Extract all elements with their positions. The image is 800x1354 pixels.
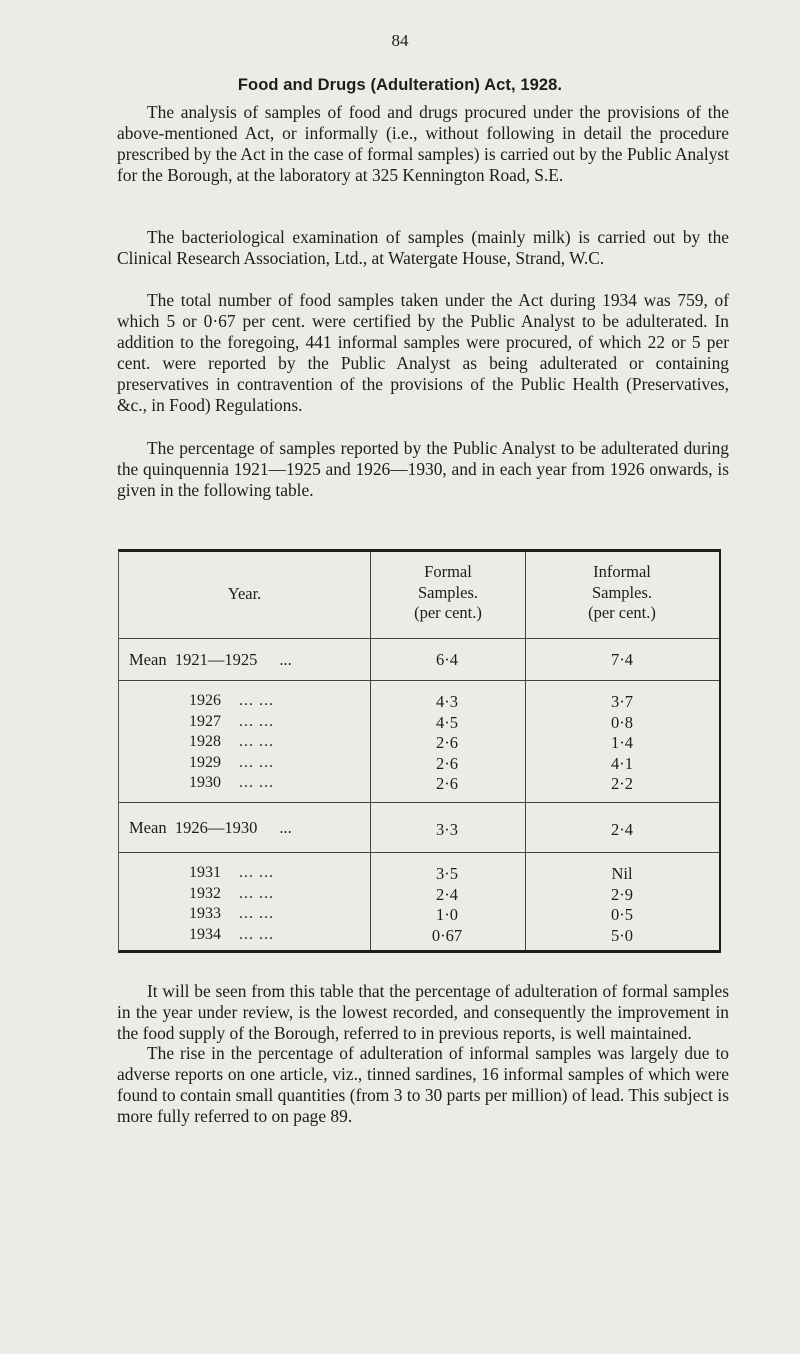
paragraph-bacteriological: The bacteriological examination of samples (mainly milk) is carried out by the Clinical Research Association, Ltd., at Watergate House, Strand, W.C. [117,227,729,268]
page-number: 84 [391,31,409,50]
years-1926-1930 [189,692,274,795]
section-heading: Food and Drugs (Adulteration) Act, 1928. [237,76,563,94]
paragraph-table-intro: The percentage of samples reported by the Public Analyst to be adulterated during the quinquennia 1921—1925 and 1926—1930, and in each year from 1926 onwards, is given in the following table. [117,438,729,500]
table-row: 1932 ... ... [189,884,274,902]
adulteration-table [118,549,721,953]
header-formal: Formal Samples. (per cent.) [414,562,482,622]
header-year: Year. [227,584,262,603]
row-divider [119,852,719,853]
paragraph-sample-totals: The total number of food samples taken under the Act during 1934 was 759, of which 5 or 0·67 per cent. were certified by the Public Analyst to be adulterated. In addition to the foregoing, 441 informal samples were procured, of which 22 or 5 per cent. were reported by the Public Analyst as being adulterated or containing preservatives in contravention of the provisions of the Public Health (Preservatives, &c., in Food) Regulations. [117,290,729,415]
cell-mean1-informal: 7·4 [611,650,633,669]
header-informal: Informal Samples. (per cent.) [588,562,656,622]
table-row: 1928 ... ... [189,733,274,750]
years-1931-1934 [189,864,274,946]
table-row: 1934 ... ... [189,925,274,943]
table-row: 1929 ... ... [189,753,274,771]
formal-1931-1934: 3·5 2·4 1·0 0·67 [431,864,463,945]
row-divider [119,802,719,803]
table-row-mean-1921-1925: Mean 1921—1925 ... [129,650,292,669]
paragraph-conclusion: It will be seen from this table that the percentage of adulteration of formal samples in the year under review, is the lowest recorded, and consequently the improvement in the food supply of the Borough, referred to in previous reports, is well maintained. [117,981,729,1043]
table-row: 1933 ... ... [189,905,274,922]
cell-mean1-formal: 6·4 [436,650,458,669]
row-divider [119,680,719,681]
table-row: 1926 ... ... [189,692,274,709]
table-row: 1931 ... ... [189,864,274,881]
table-row-mean-1926-1930: Mean 1926—1930 ... [129,818,292,837]
informal-1926-1930: 3·7 0·8 1·4 4·1 2·2 [611,692,633,793]
formal-1926-1930: 4·3 4·5 2·6 2·6 2·6 [436,692,458,793]
table-row: 1927 ... ... [189,712,274,730]
table-row: 1930 ... ... [189,774,274,791]
row-divider [119,638,719,639]
paragraph-analysis: The analysis of samples of food and drugs procured under the provisions of the above-mentioned Act, or informally (i.e., without following in detail the procedure prescribed by the Act in the case of formal samples) is carried out by the Public Analyst for the Borough, at the laboratory at 325 Kennington Road, S.E. [117,102,729,185]
paragraph-informal-rise: The rise in the percentage of adulteration of informal samples was largely due to adverse reports on one article, viz., tinned sardines, 16 informal samples of which were found to contain small quantities (from 3 to 30 parts per million) of lead. This subject is more fully referred to on page 89. [117,1043,729,1126]
cell-mean2-informal: 2·4 [611,820,633,839]
cell-mean2-formal: 3·3 [436,820,458,839]
informal-1931-1934: Nil 2·9 0·5 5·0 [611,864,633,945]
